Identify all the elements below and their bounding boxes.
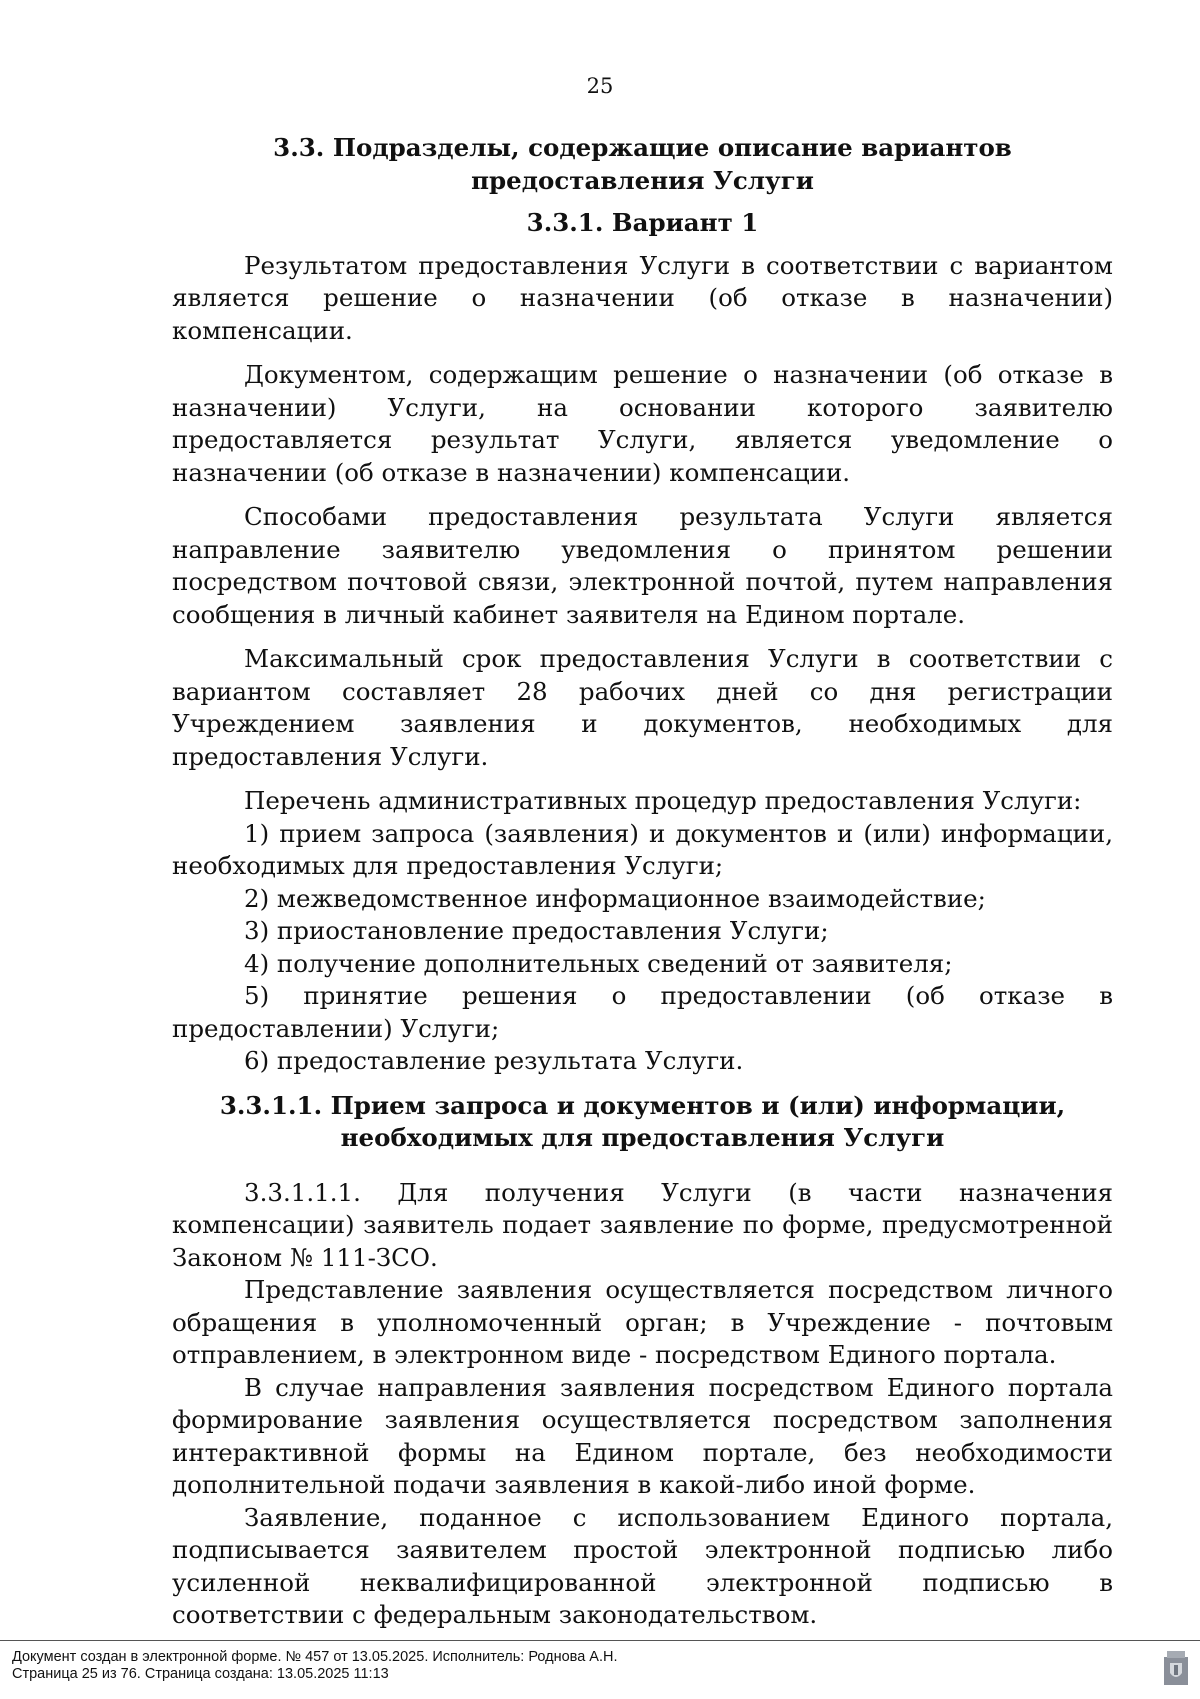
procedure-item: 5) принятие решения о предоставлении (об отказе в предоставлении) Услуги; (172, 981, 1113, 1043)
footer-line-1: Документ создан в электронной форме. № 457 от 13.05.2025. Исполнитель: Роднова А.Н. (12, 1649, 618, 1665)
paragraph-methods: Способами предоставления результата Услуги является направление заявителю уведомления о принятом решении посредством почтовой связи, электронной почтой, путем направления сообщения в личный кабинет заявителя на Едином портале. (172, 502, 1113, 629)
coat-of-arms-icon (1162, 1649, 1190, 1687)
paragraph-signature: Заявление, поданное с использованием Единого портала, подписывается заявителем простой электронной подписью либо усиленной неквалифицированной электронной подписью в соответствии с федеральным законодательством. (172, 1502, 1113, 1629)
procedure-item: 6) предоставление результата Услуги. (244, 1046, 744, 1075)
procedure-item: 2) межведомственное информационное взаимодействие; (244, 883, 986, 913)
paragraph-result: Результатом предоставления Услуги в соответствии с вариантом является решение о назначении (об отказе в назначении) компенсации. (172, 250, 1113, 345)
paragraph-submission: Представление заявления осуществляется посредством личного обращения в уполномоченный орган; в Учреждение - почтовым отправлением, в электронном виде - посредством Единого портала. (172, 1275, 1113, 1369)
section-heading-3-3-1: 3.3.1. Вариант 1 (526, 208, 759, 237)
procedure-item: 4) получение дополнительных сведений от заявителя; (244, 948, 953, 978)
paragraph-document: Документом, содержащим решение о назначении (об отказе в назначении) Услуги, на основании которого заявителю предоставляется результат Услуги, является уведомление о назначении (об отказе в назначении) компенсации. (172, 360, 1113, 487)
document-body (172, 132, 1113, 1632)
page-number: 25 (586, 74, 614, 98)
section-heading-3-3-1-1: 3.3.1.1. Прием запроса и документов и (или) информации, необходимых для предоставления Услуги (219, 1090, 1066, 1152)
paragraph-application: 3.3.1.1.1. Для получения Услуги (в части назначения компенсации) заявитель подает заявление по форме, предусмотренной Законом № 111-ЗСО. (172, 1177, 1113, 1272)
footer-text (12, 1649, 618, 1683)
footer-line-2: Страница 25 из 76. Страница создана: 13.05.2025 11:13 (12, 1666, 389, 1682)
section-heading-3-3: 3.3. Подразделы, содержащие описание вариантов предоставления Услуги (273, 133, 1012, 195)
procedures-intro: Перечень административных процедур предоставления Услуги: (244, 786, 1082, 815)
procedure-item: 3) приостановление предоставления Услуги; (244, 916, 829, 945)
procedure-item: 1) прием запроса (заявления) и документов и (или) информации, необходимых для предоставления Услуги; (172, 818, 1113, 880)
paragraph-portal: В случае направления заявления посредством Единого портала формирование заявления осуществляется посредством заполнения интерактивной формы на Едином портале, без необходимости дополнительной подачи заявления в какой-либо иной форме. (172, 1372, 1113, 1499)
paragraph-max-term: Максимальный срок предоставления Услуги в соответствии с вариантом составляет 28 рабочих дней со дня регистрации Учреждением заявления и документов, необходимых для предоставления Услуги. (172, 644, 1113, 771)
document-footer (0, 1640, 1200, 1699)
